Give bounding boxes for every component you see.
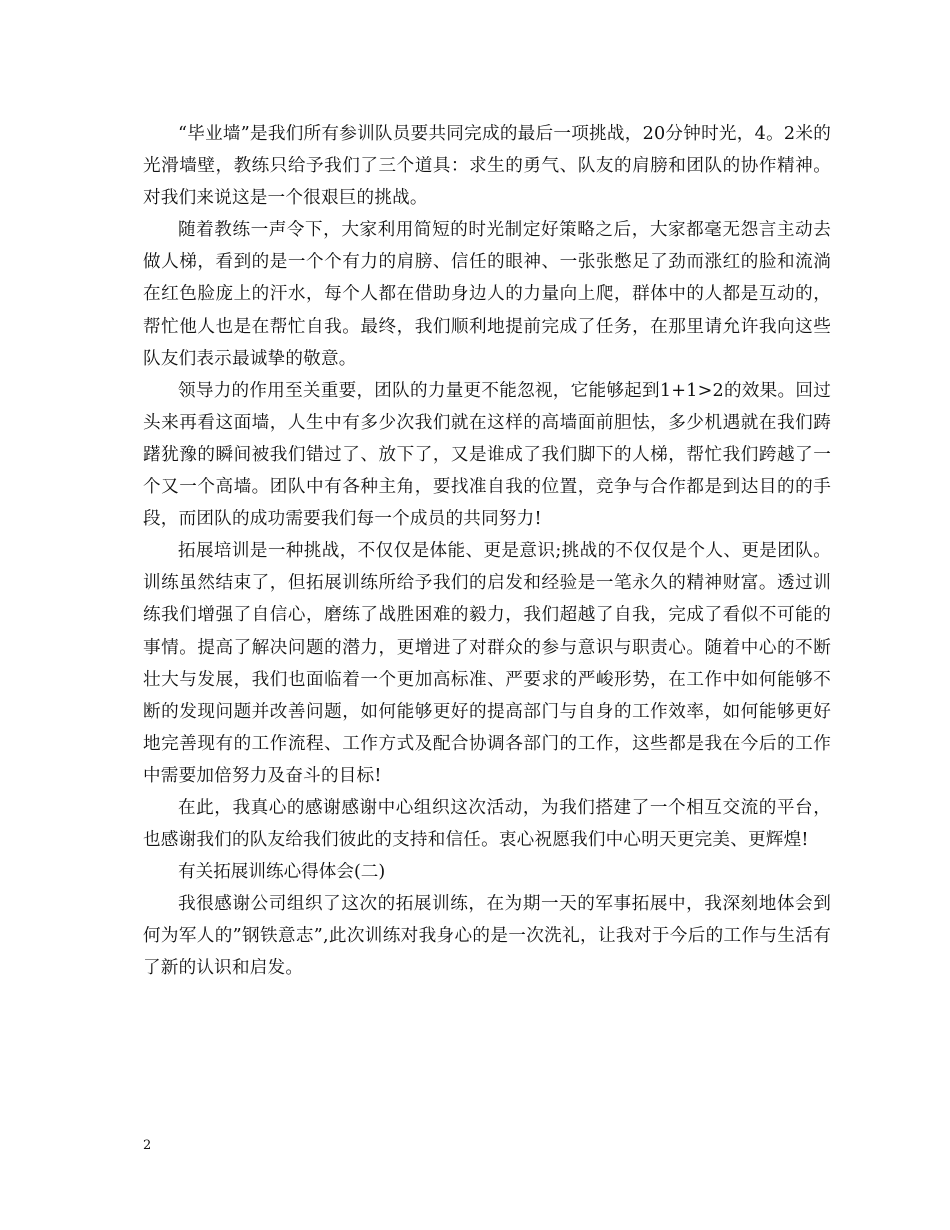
paragraph-training-challenge: 拓展培训是一种挑战，不仅仅是体能、更是意识;挑战的不仅仅是个人、更是团队。训练虽然结束了，但拓展训练所给予我们的启发和经验是一笔永久的精神财富。透过训练我们增强了自信心，磨练了战胜困难的毅力，我们超越了自我，完成了看似不可能的事情。提高了解决问题的潜力，更增进了对群众的参与意识与职责心。随着中心的不断壮大与发展，我们也面临着一个更加高标准、严要求的严峻形势，在工作中如何能够不断的发现问题并改善问题，如何能够更好的提高部门与自身的工作效率，如何能够更好地完善现有的工作流程、工作方式及配合协调各部门的工作，这些都是我在今后的工作中需要加倍努力及奋斗的目标!	[143, 541, 831, 786]
page-number: 2	[143, 1138, 152, 1153]
section-heading: 有关拓展训练心得体会(二)	[178, 862, 386, 883]
page-body	[143, 118, 831, 985]
paragraph-graduation-wall: “毕业墙”是我们所有参训队员要共同完成的最后一项挑战，20分钟时光，4。2米的光滑墙壁，教练只给予我们了三个道具：求生的勇气、队友的肩膀和团队的协作精神。对我们来说这是一个很艰巨的挑战。	[143, 124, 831, 209]
paragraph-leadership: 领导力的作用至关重要，团队的力量更不能忽视，它能够起到1+1>2的效果。回过头来再看这面墙，人生中有多少次我们就在这样的高墙面前胆怯，多少机遇就在我们踌躇犹豫的瞬间被我们错过了、放下了，又是谁成了我们脚下的人梯，帮忙我们跨越了一个又一个高墙。团队中有各种主角，要找准自我的位置，竞争与合作都是到达目的的手段，而团队的成功需要我们每一个成员的共同努力!	[143, 380, 831, 530]
paragraph-military-training: 我很感谢公司组织了这次的拓展训练，在为期一天的军事拓展中，我深刻地体会到何为军人的”钢铁意志”,此次训练对我身心的是一次洗礼，让我对于今后的工作与生活有了新的认识和启发。	[143, 894, 831, 979]
paragraph-human-ladder: 随着教练一声令下，大家利用简短的时光制定好策略之后，大家都毫无怨言主动去做人梯，看到的是一个个有力的肩膀、信任的眼神、一张张憋足了劲而涨红的脸和流淌在红色脸庞上的汗水，每个人都在借助身边人的力量向上爬，群体中的人都是互动的，帮忙他人也是在帮忙自我。最终，我们顺利地提前完成了任务，在那里请允许我向这些队友们表示最诚挚的敬意。	[143, 220, 831, 369]
paragraph-thanks: 在此，我真心的感谢感谢中心组织这次活动，为我们搭建了一个相互交流的平台，也感谢我们的队友给我们彼此的支持和信任。衷心祝愿我们中心明天更完美、更辉煌!	[143, 797, 831, 851]
